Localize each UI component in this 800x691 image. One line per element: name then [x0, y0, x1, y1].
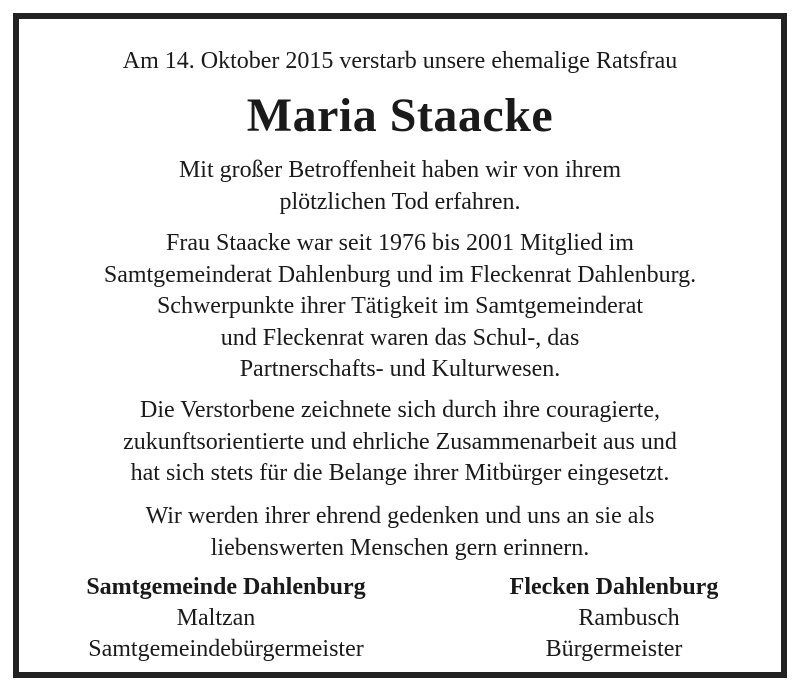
text-line: und Fleckenrat waren das Schul-, das	[220, 324, 580, 351]
paragraph-remembrance	[19, 501, 781, 564]
text-line: zukunftsorientierte und ehrliche Zusammenarbeit aus und	[123, 428, 677, 455]
text-line: plötzlichen Tod erfahren.	[279, 188, 521, 215]
intro-line: Am 14. Oktober 2015 verstarb unsere ehemalige Ratsfrau	[122, 48, 678, 74]
signature-person: Maltzan	[176, 605, 256, 631]
paragraph-condolence	[19, 155, 781, 218]
signature-organization: Samtgemeinde Dahlenburg	[86, 574, 366, 600]
text-line: Wir werden ihrer ehrend gedenken und uns an sie als	[145, 503, 655, 529]
text-line: Mit großer Betroffenheit haben wir von ihrem	[178, 157, 622, 183]
obituary-notice	[13, 13, 787, 678]
signature-block-samtgemeinde	[53, 572, 399, 665]
text-line: Samtgemeinderat Dahlenburg und im Fleckenrat Dahlenburg.	[103, 261, 697, 288]
text-line: liebenswerten Menschen gern erinnern.	[210, 534, 590, 561]
signature-role: Samtgemeindebürgermeister	[88, 636, 364, 662]
signature-block-flecken	[474, 572, 754, 665]
paragraph-membership	[19, 228, 781, 386]
text-line: hat sich stets für die Belange ihrer Mitbürger eingesetzt.	[130, 460, 670, 486]
signature-organization: Flecken Dahlenburg	[509, 574, 719, 600]
deceased-name: Maria Staacke	[246, 89, 554, 142]
signature-person: Rambusch	[578, 605, 680, 631]
text-line: Die Verstorbene zeichnete sich durch ihre couragierte,	[140, 397, 660, 423]
paragraph-tribute	[19, 395, 781, 490]
signature-role: Bürgermeister	[545, 636, 683, 662]
text-line: Partnerschafts- und Kulturwesen.	[239, 356, 561, 382]
text-line: Schwerpunkte ihrer Tätigkeit im Samtgemeinderat	[156, 293, 644, 319]
text-line: Frau Staacke war seit 1976 bis 2001 Mitglied im	[166, 230, 634, 256]
